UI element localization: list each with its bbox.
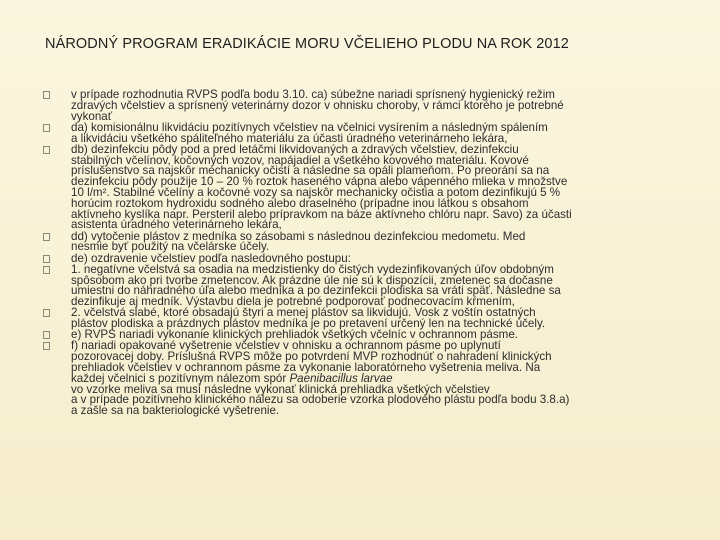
text-line: nesmie byť použitý na včelárske účely. xyxy=(71,240,270,254)
text-line: e) RVPS nariadi vykonanie klinických prehliadok všetkých včelníc v ochrannom pásme. xyxy=(71,328,518,342)
text-line: v prípade rozhodnutia RVPS podľa bodu 3.10. ca) súbežne nariadi sprísnený hygienický režim xyxy=(71,88,555,101)
text-segment: každej včelnici s pozitívnym nálezom spór xyxy=(71,371,290,385)
text-line: de) ozdravenie včelstiev podľa nasledovného postupu: xyxy=(71,251,351,265)
text-line: 1. negatívne včelstvá sa osadia na medzistienky do čistých vydezinfikovaných úľov obdobným xyxy=(71,262,554,276)
text-line: prehliadok včelstiev v ochrannom pásme za vykonanie laboratórneho vyšetrenia meliva. Na xyxy=(71,361,541,375)
square-bullet-icon xyxy=(43,91,50,99)
text-line: plástov plodiska a prázdnych plástov medníka je po pretavení určený len na technické účely. xyxy=(71,317,546,331)
text-line: 10 l/m². Stabilné včelíny a kočovné vozy sa najskôr mechanicky očistia a potom dezinfikujú 5 % xyxy=(71,185,561,199)
text-line: spôsobom ako pri tvorbe zmetencov. Ak prázdne úle nie sú k dispozícii, zmetenec sa dočasne xyxy=(71,273,553,287)
square-bullet-icon xyxy=(43,266,50,274)
text-line: a v prípade pozitívneho klinického nálezu sa odoberie vzorka plodového plástu podľa bodu 3.8.a) xyxy=(71,393,570,407)
text-line: da) komisionálnu likvidáciu pozitívnych včelstiev na včelnici vysírením a následným spálením xyxy=(71,120,548,134)
list-item xyxy=(43,120,693,145)
text-line: db) dezinfekciu pôdy pod a pred letáčmi likvidovaných a zdravých včelstiev, dezinfekciu xyxy=(71,142,519,156)
slide-title: NÁRODNÝ PROGRAM ERADIKÁCIE MORU VČELIEHO PLODU NA ROK 2012 xyxy=(45,36,569,52)
text-line: umiestni do náhradného úľa alebo medníka a po dezinfekcii plodiska sa vráti späť. Následne sa xyxy=(71,284,561,298)
text-line: stabilných včelínov, kočovných vozov, napájadiel a všetkého kovového materiálu. Kovové xyxy=(71,153,529,167)
text-line: dezinfikuje aj medník. Výstavbu diela je potrebné podporovať podnecovacím kŕmením, xyxy=(71,295,515,309)
text-line: 2. včelstvá slabé, ktoré obsadajú štyri a menej plástov sa likvidujú. Vosk z voštín ostatných xyxy=(71,306,536,320)
list-item xyxy=(43,229,693,254)
text-line: asistenta úradného veterinárneho lekára, xyxy=(71,218,282,232)
square-bullet-icon xyxy=(43,309,50,317)
square-bullet-icon xyxy=(43,233,50,241)
list-item xyxy=(43,142,693,232)
text-line: aktívneho kyslíka napr. Persteril alebo prípravkom na báze aktívneho chlóru napr. Savo) za účasti xyxy=(71,207,572,221)
text-line: zdravých včelstiev a sprísnený veterinárny dozor v ohnisku choroby, v rámci ktorého je potrebné xyxy=(71,98,564,112)
square-bullet-icon xyxy=(43,146,50,154)
list-item xyxy=(43,341,693,417)
text-line: a likvidáciu všetkého spáliteľného materiálu za účasti úradného veterinárneho lekára, xyxy=(71,131,508,145)
text-line: príslušenstvo sa najskôr mechanicky očistí a následne sa opáli plameňom. Po preorání sa na xyxy=(71,164,550,178)
text-line: a zašle sa na bakteriologické vyšetrenie. xyxy=(71,404,280,418)
square-bullet-icon xyxy=(43,331,50,339)
bullet-list xyxy=(43,90,693,417)
square-bullet-icon xyxy=(43,342,50,350)
text-line: dd) vytočenie plástov z medníka so zásobami s následnou dezinfekciou medometu. Med xyxy=(71,229,526,243)
text-line: f) nariadi opakované vyšetrenie včelstiev v ohnisku a ochrannom pásme po uplynutí xyxy=(71,339,501,353)
text-line: dezinfekciu pôdy použije 10 – 20 % roztok haseného vápna alebo vápenného mlieka v množstve xyxy=(71,175,568,189)
text-line: vykonať xyxy=(71,109,113,123)
text-line: pozorovacej doby. Príslušná RVPS môže po potvrdení MVP rozhodnúť o nahradení klinických xyxy=(71,350,552,364)
list-item xyxy=(43,308,693,330)
square-bullet-icon xyxy=(43,124,50,132)
text-line: vo vzorke meliva sa musí následne vykonať klinická prehliadka všetkých včelstiev xyxy=(71,382,490,396)
list-item xyxy=(43,262,693,309)
list-item xyxy=(43,90,693,122)
text-line: horúcim roztokom hydroxidu sodného alebo draselného (prípadne inou látkou s obsahom xyxy=(71,196,529,210)
italic-term: Paenibacillus larvae xyxy=(289,371,393,385)
square-bullet-icon xyxy=(43,255,50,263)
